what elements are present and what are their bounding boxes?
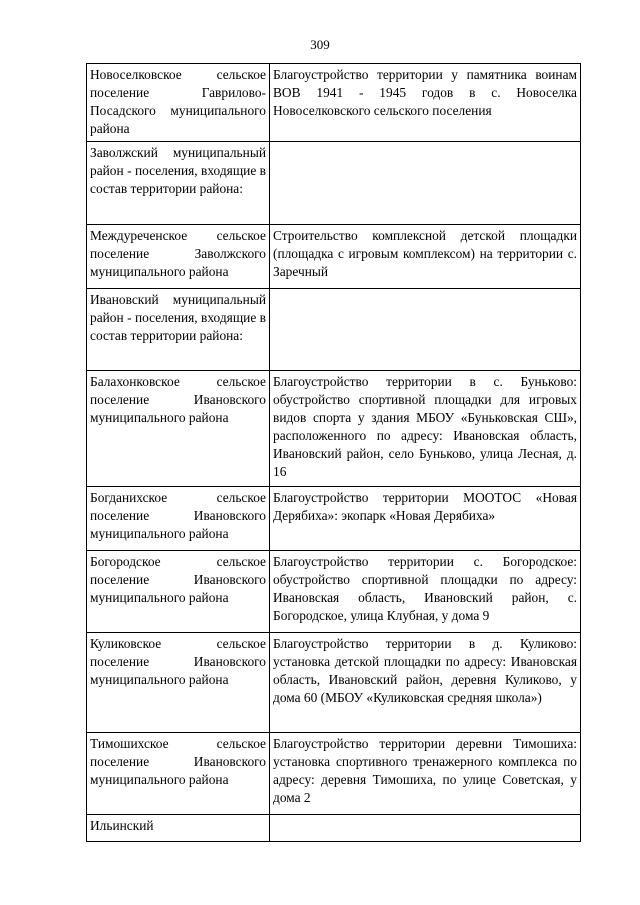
page-number: 309 bbox=[310, 37, 330, 52]
project-description: Строительство комплексной детской площадки (площадка с игровым комплексом) на территории с. Заречный bbox=[273, 228, 577, 279]
settlement-cell bbox=[87, 487, 270, 551]
project-cell bbox=[270, 289, 581, 371]
project-description: Благоустройство территории в с. Буньково: обустройство спортивной площадки для игровых видов спорта у здания МБОУ «Буньковская СШ», расположенного по адресу: Ивановская область, Ивановский район, село Буньково, улица Лесная, д. 16 bbox=[273, 374, 577, 479]
project-description: Благоустройство территории у памятника воинам ВОВ 1941 - 1945 годов в с. Новоселка Новоселковского сельского поселения bbox=[273, 67, 577, 118]
table-row bbox=[87, 142, 581, 225]
settlement-name: Новоселковское сельское поселение Гаврилово-Посадского муниципального района bbox=[90, 67, 266, 136]
project-cell bbox=[270, 142, 581, 225]
settlement-name: Богданихское сельское поселение Ивановского муниципального района bbox=[90, 490, 266, 541]
project-description: Благоустройство территории в д. Куликово: установка детской площадки по адресу: Ивановская область, Ивановский район, деревня Куликово, у дома 60 (МБОУ «Куликовская средняя школа») bbox=[273, 636, 577, 705]
settlement-cell bbox=[87, 225, 270, 289]
settlement-cell bbox=[87, 64, 270, 142]
settlement-name: Балахонковское сельское поселение Ивановского муниципального района bbox=[90, 374, 266, 425]
project-cell bbox=[270, 225, 581, 289]
settlement-name: Богородское сельское поселение Ивановского муниципального района bbox=[90, 554, 266, 605]
project-cell bbox=[270, 733, 581, 815]
table-row bbox=[87, 64, 581, 142]
settlement-name: Междуреченское сельское поселение Заволжского муниципального района bbox=[90, 228, 266, 279]
settlement-name: Ивановский муниципальный район - поселения, входящие в состав территории района: bbox=[90, 292, 266, 343]
project-description: Благоустройство территории деревни Тимошиха: установка спортивного тренажерного комплекса по адресу: деревня Тимошиха, по улице Советская, у дома 2 bbox=[273, 736, 577, 805]
project-cell bbox=[270, 64, 581, 142]
settlement-name: Куликовское сельское поселение Ивановского муниципального района bbox=[90, 636, 266, 687]
table-row bbox=[87, 371, 581, 487]
project-cell bbox=[270, 633, 581, 733]
settlement-cell bbox=[87, 551, 270, 633]
project-cell bbox=[270, 371, 581, 487]
table-row bbox=[87, 733, 581, 815]
table-row bbox=[87, 551, 581, 633]
settlement-cell bbox=[87, 633, 270, 733]
settlement-name: Ильинский bbox=[90, 818, 154, 833]
project-description: Благоустройство территории с. Богородское: обустройство спортивной площадки по адресу: Ивановская область, Ивановский район, с. Богородское, улица Клубная, у дома 9 bbox=[273, 554, 577, 623]
table-row bbox=[87, 487, 581, 551]
settlement-cell bbox=[87, 142, 270, 225]
settlement-name: Заволжский муниципальный район - поселения, входящие в состав территории района: bbox=[90, 145, 266, 196]
table-row bbox=[87, 225, 581, 289]
project-description: Благоустройство территории МООТОС «Новая Дерябиха»: экопарк «Новая Дерябиха» bbox=[273, 490, 577, 523]
settlement-cell bbox=[87, 289, 270, 371]
settlement-cell bbox=[87, 815, 270, 842]
project-cell bbox=[270, 815, 581, 842]
table-row bbox=[87, 815, 581, 842]
project-cell bbox=[270, 551, 581, 633]
settlement-cell bbox=[87, 733, 270, 815]
table-row bbox=[87, 633, 581, 733]
settlement-name: Тимошихское сельское поселение Ивановского муниципального района bbox=[90, 736, 266, 787]
settlement-cell bbox=[87, 371, 270, 487]
project-cell bbox=[270, 487, 581, 551]
table-row bbox=[87, 289, 581, 371]
settlements-table bbox=[86, 63, 581, 842]
